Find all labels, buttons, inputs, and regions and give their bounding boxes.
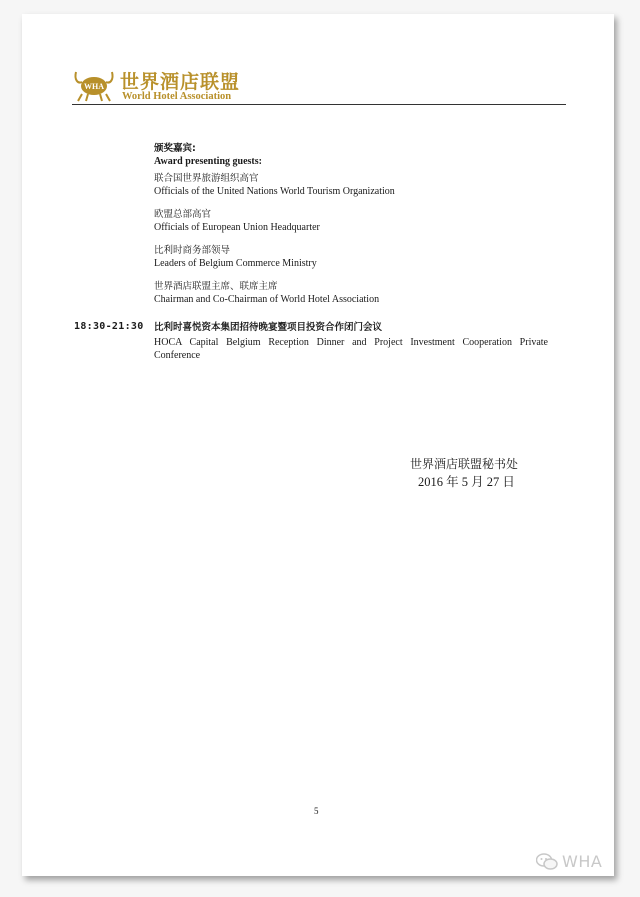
presenter-en: Chairman and Co-Chairman of World Hotel Association	[154, 294, 380, 305]
presenter-item	[154, 172, 395, 198]
event-title-en: HOCA Capital Belgium Reception Dinner and Project Investment Cooperation Private Conference	[154, 337, 548, 361]
signature-organization: 世界酒店联盟秘书处	[410, 457, 519, 471]
presenter-en: Officials of the United Nations World Tourism Organization	[154, 186, 395, 197]
header-logo	[72, 66, 241, 106]
wechat-icon	[536, 853, 558, 871]
presenter-en: Officials of European Union Headquarter	[154, 222, 320, 233]
presenter-en: Leaders of Belgium Commerce Ministry	[154, 258, 317, 269]
logo-english-name: World Hotel Association	[122, 91, 232, 102]
presenter-item	[154, 280, 379, 306]
event-time: 18:30-21:30	[74, 321, 144, 332]
event-description	[154, 321, 548, 362]
presenter-cn: 联合国世界旅游组织高官	[154, 173, 259, 184]
presenter-cn: 世界酒店联盟主席、联席主席	[154, 281, 278, 292]
event-title-cn: 比利时喜悦资本集团招待晚宴暨项目投资合作闭门会议	[154, 322, 383, 333]
presenters-heading-cn: 颁奖嘉宾:	[154, 143, 196, 154]
watermark-text: WHA	[562, 852, 603, 871]
bull-logo-icon	[72, 68, 116, 102]
wechat-watermark	[536, 850, 626, 876]
signature-block	[410, 455, 518, 491]
presenters-heading-en: Award presenting guests:	[154, 156, 262, 167]
presenter-cn: 比利时商务部领导	[154, 245, 231, 256]
document-page	[22, 14, 614, 876]
signature-date: 2016 年 5 月 27 日	[418, 475, 515, 489]
logo-chinese-name: 世界酒店联盟	[120, 71, 241, 93]
presenter-cn: 欧盟总部高官	[154, 209, 212, 220]
header-divider	[72, 104, 566, 105]
presenter-item	[154, 208, 320, 234]
presenters-heading	[154, 142, 262, 168]
svg-text:WHA: WHA	[84, 82, 104, 91]
page-number: 5	[314, 806, 319, 816]
presenter-item	[154, 244, 317, 270]
